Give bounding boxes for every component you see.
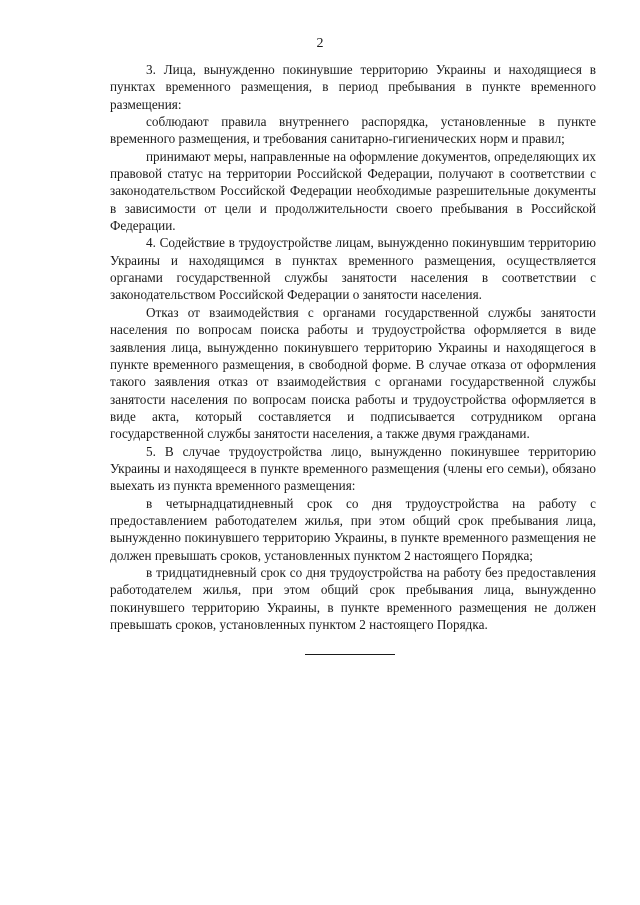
paragraph-5-item-with-housing: в четырнадцатидневный срок со дня трудоустройства на работу с предоставлением работодателем жилья, при этом общий срок пребывания лица, вынужденно покинувшего территорию Украины, в пункте временного размещения не должен превышать сроков, установленных пунктом 2 настоящего Порядка; xyxy=(110,495,596,563)
page-number: 2 xyxy=(316,36,324,51)
paragraph-3-intro: 3. Лица, вынужденно покинувшие территорию Украины и находящиеся в пунктах временного размещения, в период пребывания в пункте временного размещения: xyxy=(110,62,596,112)
document-body xyxy=(110,61,596,633)
paragraph-3-item-rules: соблюдают правила внутреннего распорядка, установленные в пункте временного размещения, и требования санитарно-гигиенических норм и правил; xyxy=(110,114,596,147)
paragraph-4: 4. Содействие в трудоустройстве лицам, вынужденно покинувшим территорию Украины и находящимся в пунктах временного размещения, осуществляется органами государственной службы занятости населения в соответствии с законодательством Российской Федерации о занятости населения. xyxy=(110,235,596,303)
paragraph-4-refusal: Отказ от взаимодействия с органами государственной службы занятости населения по вопросам поиска работы и трудоустройства оформляется в виде заявления лица, вынужденно покинувшего территорию Украины и находящегося в пункте временного размещения, в свободной форме. В случае отказа от оформления такого заявления отказ от взаимодействия с органами государственной службы занятости населения по вопросам поиска работы и трудоустройства оформляется в виде акта, который составляется и подписывается сотрудником органа государственной службы занятости населения, а также двумя гражданами. xyxy=(110,304,596,442)
end-of-document-rule xyxy=(305,654,395,655)
paragraph-3-item-documents: принимают меры, направленные на оформление документов, определяющих их правовой статус на территории Российской Федерации, получают в соответствии с законодательством Российской Федерации необходимые разрешительные документы в зависимости от цели и продолжительности своего пребывания в Российской Федерации. xyxy=(110,148,596,234)
paragraph-5-intro: 5. В случае трудоустройства лицо, вынужденно покинувшее территорию Украины и находящееся в пункте временного размещения (члены его семьи), обязано выехать из пункта временного размещения: xyxy=(110,443,596,494)
paragraph-5-item-without-housing: в тридцатидневный срок со дня трудоустройства на работу без предоставления работодателем жилья, при этом общий срок пребывания лица, вынужденно покинувшего территорию Украины, в пункте временного размещения не должен превышать сроков, установленных пунктом 2 настоящего Порядка. xyxy=(110,564,596,632)
